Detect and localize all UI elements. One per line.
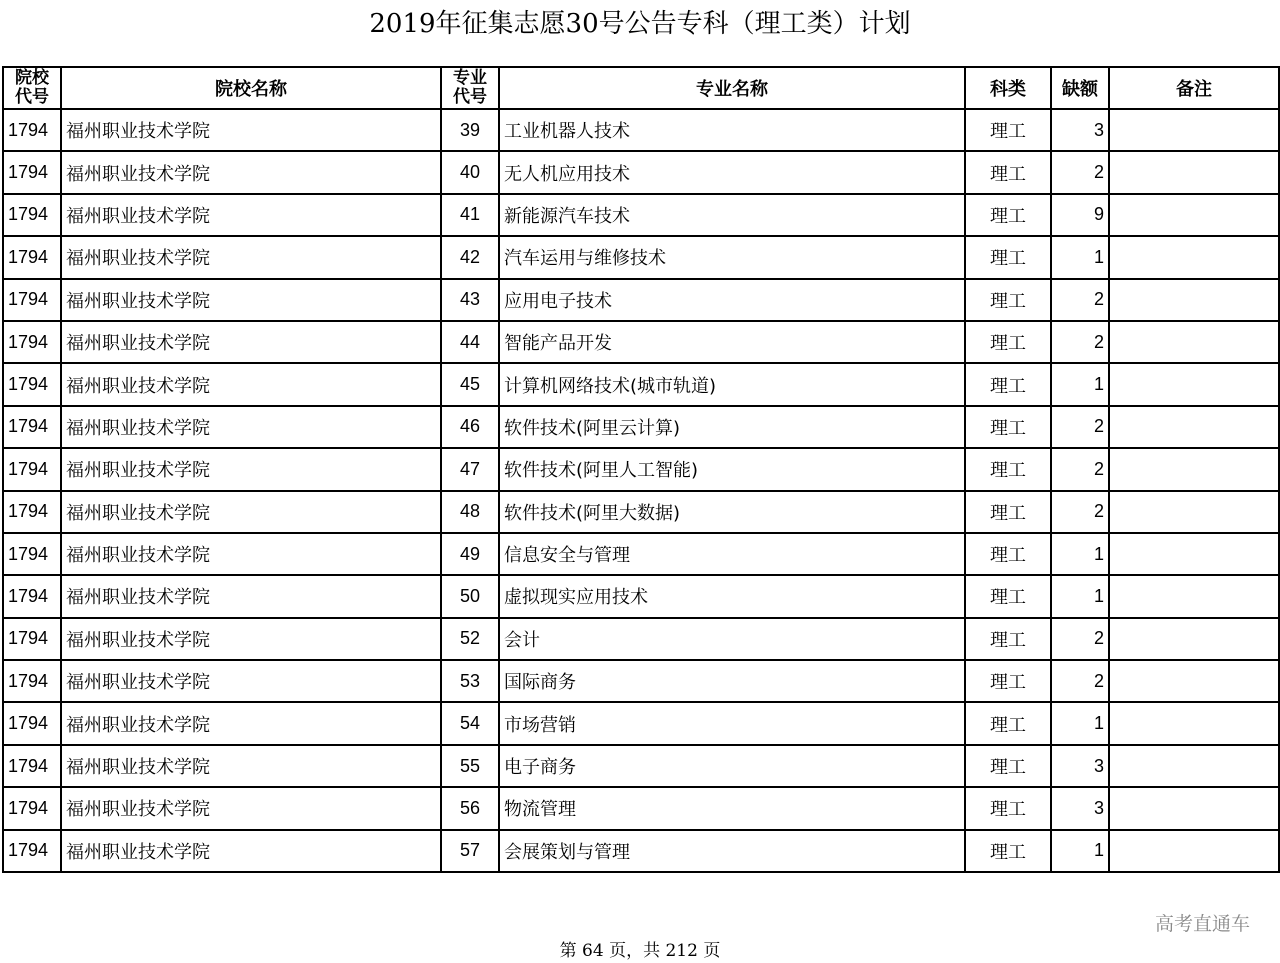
cell-school-code: 1794: [3, 151, 61, 193]
cell-school-code: 1794: [3, 448, 61, 490]
cell-school-code: 1794: [3, 618, 61, 660]
cell-school-name: 福州职业技术学院: [61, 448, 441, 490]
cell-major-name: 国际商务: [499, 660, 965, 702]
cell-remarks: [1109, 109, 1279, 151]
cell-vacancies: 2: [1051, 279, 1109, 321]
cell-remarks: [1109, 279, 1279, 321]
cell-major-code: 39: [441, 109, 499, 151]
cell-school-name: 福州职业技术学院: [61, 491, 441, 533]
header-remarks: 备注: [1109, 67, 1279, 109]
cell-major-code: 48: [441, 491, 499, 533]
cell-remarks: [1109, 321, 1279, 363]
cell-school-name: 福州职业技术学院: [61, 236, 441, 278]
table-header-row: [3, 67, 1279, 109]
cell-major-code: 54: [441, 702, 499, 744]
cell-school-name: 福州职业技术学院: [61, 279, 441, 321]
cell-school-name: 福州职业技术学院: [61, 787, 441, 829]
cell-category: 理工: [965, 194, 1051, 236]
cell-major-code: 44: [441, 321, 499, 363]
table-row: [3, 279, 1279, 321]
page-number: 第 64 页，共 212 页: [559, 941, 721, 961]
table-row: [3, 321, 1279, 363]
table-row: [3, 830, 1279, 872]
cell-category: 理工: [965, 745, 1051, 787]
cell-category: 理工: [965, 109, 1051, 151]
cell-major-code: 42: [441, 236, 499, 278]
header-school-name: 院校名称: [61, 67, 441, 109]
cell-vacancies: 3: [1051, 745, 1109, 787]
cell-remarks: [1109, 194, 1279, 236]
cell-major-code: 49: [441, 533, 499, 575]
cell-remarks: [1109, 660, 1279, 702]
header-category: 科类: [965, 67, 1051, 109]
cell-school-code: 1794: [3, 830, 61, 872]
cell-remarks: [1109, 448, 1279, 490]
cell-school-name: 福州职业技术学院: [61, 533, 441, 575]
cell-school-code: 1794: [3, 363, 61, 405]
table-row: [3, 363, 1279, 405]
cell-vacancies: 2: [1051, 660, 1109, 702]
table-row: [3, 575, 1279, 617]
cell-school-name: 福州职业技术学院: [61, 194, 441, 236]
cell-category: 理工: [965, 575, 1051, 617]
cell-vacancies: 1: [1051, 830, 1109, 872]
cell-vacancies: 1: [1051, 533, 1109, 575]
table-row: [3, 702, 1279, 744]
cell-major-code: 57: [441, 830, 499, 872]
cell-major-name: 市场营销: [499, 702, 965, 744]
cell-major-name: 电子商务: [499, 745, 965, 787]
header-school-code-line1: 院校: [15, 68, 49, 88]
cell-major-code: 52: [441, 618, 499, 660]
cell-major-name: 会计: [499, 618, 965, 660]
cell-category: 理工: [965, 279, 1051, 321]
cell-vacancies: 1: [1051, 236, 1109, 278]
cell-remarks: [1109, 618, 1279, 660]
cell-vacancies: 2: [1051, 321, 1109, 363]
cell-school-code: 1794: [3, 109, 61, 151]
cell-major-name: 会展策划与管理: [499, 830, 965, 872]
cell-major-code: 53: [441, 660, 499, 702]
cell-major-name: 工业机器人技术: [499, 109, 965, 151]
cell-major-code: 43: [441, 279, 499, 321]
cell-vacancies: 1: [1051, 702, 1109, 744]
cell-category: 理工: [965, 406, 1051, 448]
cell-major-code: 47: [441, 448, 499, 490]
cell-category: 理工: [965, 702, 1051, 744]
header-major-code-line2: 代号: [453, 87, 487, 107]
table-row: [3, 448, 1279, 490]
cell-vacancies: 9: [1051, 194, 1109, 236]
cell-remarks: [1109, 491, 1279, 533]
cell-school-code: 1794: [3, 660, 61, 702]
cell-category: 理工: [965, 830, 1051, 872]
cell-category: 理工: [965, 321, 1051, 363]
header-major-code: [441, 67, 499, 109]
table-row: [3, 533, 1279, 575]
cell-major-name: 虚拟现实应用技术: [499, 575, 965, 617]
cell-school-name: 福州职业技术学院: [61, 702, 441, 744]
cell-vacancies: 1: [1051, 363, 1109, 405]
cell-school-code: 1794: [3, 279, 61, 321]
cell-remarks: [1109, 406, 1279, 448]
cell-school-name: 福州职业技术学院: [61, 660, 441, 702]
cell-school-code: 1794: [3, 406, 61, 448]
table-row: [3, 618, 1279, 660]
cell-vacancies: 2: [1051, 618, 1109, 660]
table-row: [3, 745, 1279, 787]
cell-vacancies: 3: [1051, 787, 1109, 829]
cell-category: 理工: [965, 533, 1051, 575]
cell-school-code: 1794: [3, 194, 61, 236]
cell-major-code: 45: [441, 363, 499, 405]
cell-school-name: 福州职业技术学院: [61, 406, 441, 448]
cell-school-code: 1794: [3, 236, 61, 278]
cell-remarks: [1109, 787, 1279, 829]
cell-major-name: 无人机应用技术: [499, 151, 965, 193]
table-row: [3, 151, 1279, 193]
cell-category: 理工: [965, 448, 1051, 490]
cell-category: 理工: [965, 151, 1051, 193]
cell-major-code: 56: [441, 787, 499, 829]
cell-remarks: [1109, 151, 1279, 193]
cell-school-name: 福州职业技术学院: [61, 575, 441, 617]
cell-school-name: 福州职业技术学院: [61, 109, 441, 151]
cell-major-name: 软件技术(阿里大数据): [499, 491, 965, 533]
cell-category: 理工: [965, 363, 1051, 405]
cell-major-code: 40: [441, 151, 499, 193]
cell-remarks: [1109, 533, 1279, 575]
cell-remarks: [1109, 702, 1279, 744]
cell-school-name: 福州职业技术学院: [61, 830, 441, 872]
cell-school-name: 福州职业技术学院: [61, 151, 441, 193]
cell-category: 理工: [965, 236, 1051, 278]
cell-major-name: 软件技术(阿里云计算): [499, 406, 965, 448]
header-vacancies: 缺额: [1051, 67, 1109, 109]
cell-vacancies: 1: [1051, 575, 1109, 617]
cell-major-code: 46: [441, 406, 499, 448]
cell-school-name: 福州职业技术学院: [61, 745, 441, 787]
cell-remarks: [1109, 745, 1279, 787]
table-row: [3, 660, 1279, 702]
cell-school-name: 福州职业技术学院: [61, 321, 441, 363]
header-school-code: [3, 67, 61, 109]
cell-major-name: 智能产品开发: [499, 321, 965, 363]
cell-category: 理工: [965, 660, 1051, 702]
cell-major-name: 应用电子技术: [499, 279, 965, 321]
cell-major-code: 41: [441, 194, 499, 236]
cell-school-name: 福州职业技术学院: [61, 618, 441, 660]
cell-vacancies: 2: [1051, 491, 1109, 533]
cell-vacancies: 2: [1051, 406, 1109, 448]
cell-vacancies: 2: [1051, 151, 1109, 193]
cell-major-code: 50: [441, 575, 499, 617]
table-row: [3, 236, 1279, 278]
enrollment-plan-table: [2, 66, 1280, 873]
watermark-text: 高考直通车: [1154, 913, 1250, 935]
header-school-code-line2: 代号: [15, 87, 49, 107]
cell-major-code: 55: [441, 745, 499, 787]
cell-school-name: 福州职业技术学院: [61, 363, 441, 405]
cell-major-name: 汽车运用与维修技术: [499, 236, 965, 278]
header-major-name: 专业名称: [499, 67, 965, 109]
cell-school-code: 1794: [3, 491, 61, 533]
cell-remarks: [1109, 830, 1279, 872]
cell-major-name: 软件技术(阿里人工智能): [499, 448, 965, 490]
table-row: [3, 491, 1279, 533]
cell-remarks: [1109, 236, 1279, 278]
cell-vacancies: 2: [1051, 448, 1109, 490]
cell-school-code: 1794: [3, 702, 61, 744]
cell-school-code: 1794: [3, 321, 61, 363]
cell-category: 理工: [965, 787, 1051, 829]
cell-vacancies: 3: [1051, 109, 1109, 151]
cell-school-code: 1794: [3, 575, 61, 617]
cell-school-code: 1794: [3, 745, 61, 787]
header-major-code-line1: 专业: [453, 68, 487, 88]
cell-major-name: 计算机网络技术(城市轨道): [499, 363, 965, 405]
cell-category: 理工: [965, 618, 1051, 660]
cell-remarks: [1109, 363, 1279, 405]
cell-remarks: [1109, 575, 1279, 617]
cell-school-code: 1794: [3, 787, 61, 829]
table-row: [3, 109, 1279, 151]
table-row: [3, 406, 1279, 448]
cell-major-name: 物流管理: [499, 787, 965, 829]
cell-major-name: 信息安全与管理: [499, 533, 965, 575]
cell-major-name: 新能源汽车技术: [499, 194, 965, 236]
page-title: 2019年征集志愿30号公告专科（理工类）计划: [369, 9, 911, 39]
cell-category: 理工: [965, 491, 1051, 533]
table-row: [3, 787, 1279, 829]
cell-school-code: 1794: [3, 533, 61, 575]
table-row: [3, 194, 1279, 236]
